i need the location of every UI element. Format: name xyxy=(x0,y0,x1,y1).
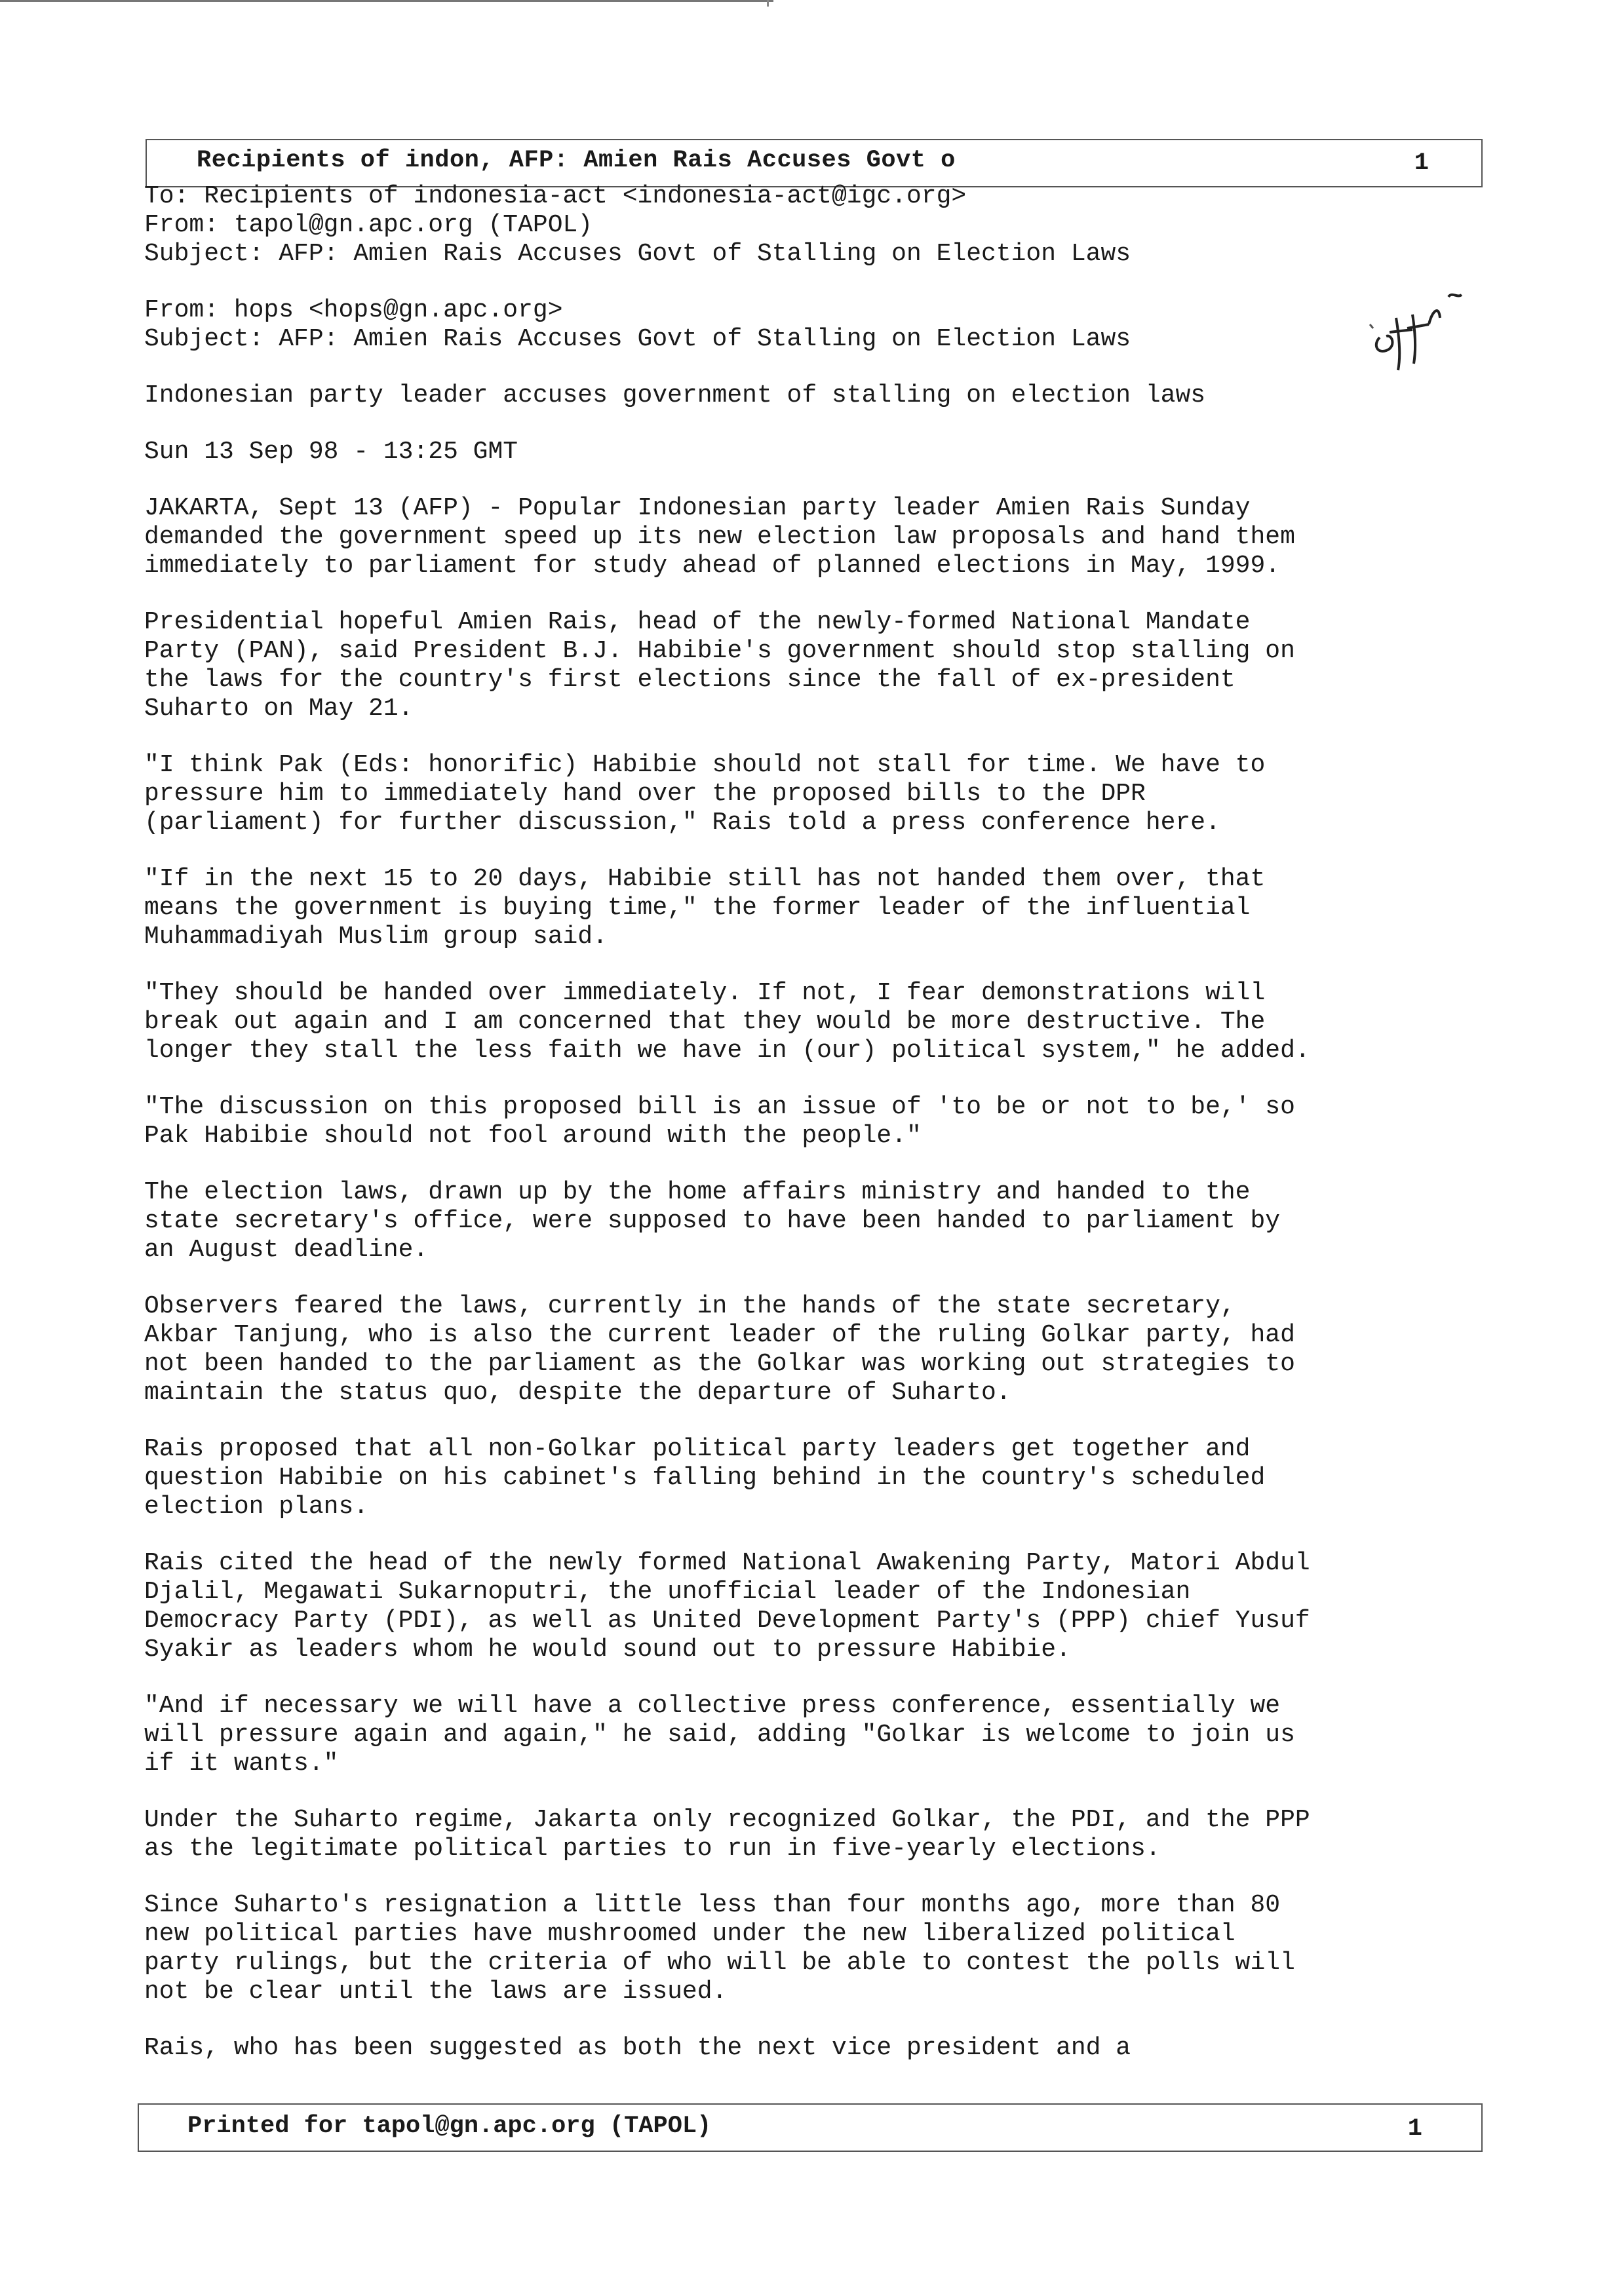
handwritten-initials-mark xyxy=(1367,292,1465,377)
scan-edge-tick xyxy=(767,0,769,7)
print-header xyxy=(146,139,1483,187)
paragraph-line: Observers feared the laws, currently in the hands of the state secretary, xyxy=(144,1292,1236,1320)
scan-edge-line xyxy=(0,0,773,2)
header-title: Recipients of indon, AFP: Amien Rais Accuses Govt o xyxy=(197,147,956,174)
paragraph-line: longer they stall the less faith we have in (our) political system," he added. xyxy=(144,1037,1310,1065)
footer-printed-for: Printed for tapol@gn.apc.org (TAPOL) xyxy=(187,2113,712,2140)
message-body xyxy=(144,182,1494,2063)
paragraph-line: Presidential hopeful Amien Rais, head of the newly-formed National Mandate xyxy=(144,608,1251,636)
paragraph-line: "They should be handed over immediately. If not, I fear demonstrations will xyxy=(144,979,1266,1007)
header-page-number: 1 xyxy=(1414,149,1429,177)
paragraph-line: new political parties have mushroomed under the new liberalized political xyxy=(144,1920,1236,1948)
email-subject-line: Subject: AFP: Amien Rais Accuses Govt of Stalling on Election Laws xyxy=(144,240,1131,268)
paragraph-line: Since Suharto's resignation a little less than four months ago, more than 80 xyxy=(144,1891,1281,1919)
paragraph-line: The election laws, drawn up by the home affairs ministry and handed to the xyxy=(144,1178,1251,1206)
paragraph-line: JAKARTA, Sept 13 (AFP) - Popular Indonesian party leader Amien Rais Sunday xyxy=(144,494,1251,522)
paragraph-line: Party (PAN), said President B.J. Habibie's government should stop stalling on xyxy=(144,637,1295,665)
paragraph-line: if it wants." xyxy=(144,1750,339,1778)
paragraph-line: question Habibie on his cabinet's falling behind in the country's scheduled xyxy=(144,1464,1266,1492)
paragraph-line: Syakir as leaders whom he would sound out to pressure Habibie. xyxy=(144,1636,1071,1664)
paragraph-line: will pressure again and again," he said, adding "Golkar is welcome to join us xyxy=(144,1721,1295,1749)
paragraph-line: party rulings, but the criteria of who will be able to contest the polls will xyxy=(144,1949,1295,1977)
paragraph-line: Muhammadiyah Muslim group said. xyxy=(144,923,608,951)
article-dateline: Sun 13 Sep 98 - 13:25 GMT xyxy=(144,438,518,466)
paragraph-line: not be clear until the laws are issued. xyxy=(144,1978,728,2006)
paragraph-line: "If in the next 15 to 20 days, Habibie still has not handed them over, that xyxy=(144,865,1266,893)
forwarded-subject-line: Subject: AFP: Amien Rais Accuses Govt of Stalling on Election Laws xyxy=(144,325,1131,353)
paragraph-line: "The discussion on this proposed bill is an issue of 'to be or not to be,' so xyxy=(144,1093,1295,1121)
paragraph-line: not been handed to the parliament as the Golkar was working out strategies to xyxy=(144,1350,1295,1378)
paragraph-line: Rais cited the head of the newly formed National Awakening Party, Matori Abdul xyxy=(144,1549,1310,1577)
paragraph-line: Pak Habibie should not fool around with the people." xyxy=(144,1122,922,1150)
email-to-line: To: Recipients of indonesia-act <indonesia-act@igc.org> xyxy=(144,182,967,210)
paragraph-line: state secretary's office, were supposed to have been handed to parliament by xyxy=(144,1207,1281,1235)
paragraph-line: "I think Pak (Eds: honorific) Habibie should not stall for time. We have to xyxy=(144,751,1266,779)
paragraph-line: immediately to parliament for study ahead of planned elections in May, 1999. xyxy=(144,552,1281,580)
paragraph-line: as the legitimate political parties to run in five-yearly elections. xyxy=(144,1835,1161,1863)
print-footer xyxy=(138,2103,1483,2152)
paragraph-line: means the government is buying time," the former leader of the influential xyxy=(144,894,1251,922)
paragraph-line: an August deadline. xyxy=(144,1236,429,1264)
paragraph-line: break out again and I am concerned that they would be more destructive. The xyxy=(144,1008,1266,1036)
paragraph-line: Rais, who has been suggested as both the next vice president and a xyxy=(144,2034,1131,2062)
paragraph-line: election plans. xyxy=(144,1493,369,1521)
paragraph-line: maintain the status quo, despite the departure of Suharto. xyxy=(144,1379,1011,1407)
paragraph-line: (parliament) for further discussion," Rais told a press conference here. xyxy=(144,809,1220,837)
paragraph-line: Under the Suharto regime, Jakarta only recognized Golkar, the PDI, and the PPP xyxy=(144,1806,1310,1834)
footer-page-number: 1 xyxy=(1407,2115,1422,2143)
paragraph-line: pressure him to immediately hand over the proposed bills to the DPR xyxy=(144,780,1146,808)
paragraph-line: Suharto on May 21. xyxy=(144,695,414,723)
email-from-line: From: tapol@gn.apc.org (TAPOL) xyxy=(144,211,593,239)
article-headline: Indonesian party leader accuses government of stalling on election laws xyxy=(144,381,1206,410)
paragraph-line: demanded the government speed up its new election law proposals and hand them xyxy=(144,523,1295,551)
paragraph-line: Rais proposed that all non-Golkar political party leaders get together and xyxy=(144,1435,1251,1463)
paragraph-line: "And if necessary we will have a collective press conference, essentially we xyxy=(144,1692,1281,1720)
paragraph-line: Democracy Party (PDI), as well as United Development Party's (PPP) chief Yusuf xyxy=(144,1607,1310,1635)
forwarded-from-line: From: hops <hops@gn.apc.org> xyxy=(144,296,563,324)
paragraph-line: Akbar Tanjung, who is also the current leader of the ruling Golkar party, had xyxy=(144,1321,1295,1349)
paragraph-line: the laws for the country's first elections since the fall of ex-president xyxy=(144,666,1236,694)
paragraph-line: Djalil, Megawati Sukarnoputri, the unofficial leader of the Indonesian xyxy=(144,1578,1191,1606)
article-paragraphs xyxy=(144,494,1494,2063)
